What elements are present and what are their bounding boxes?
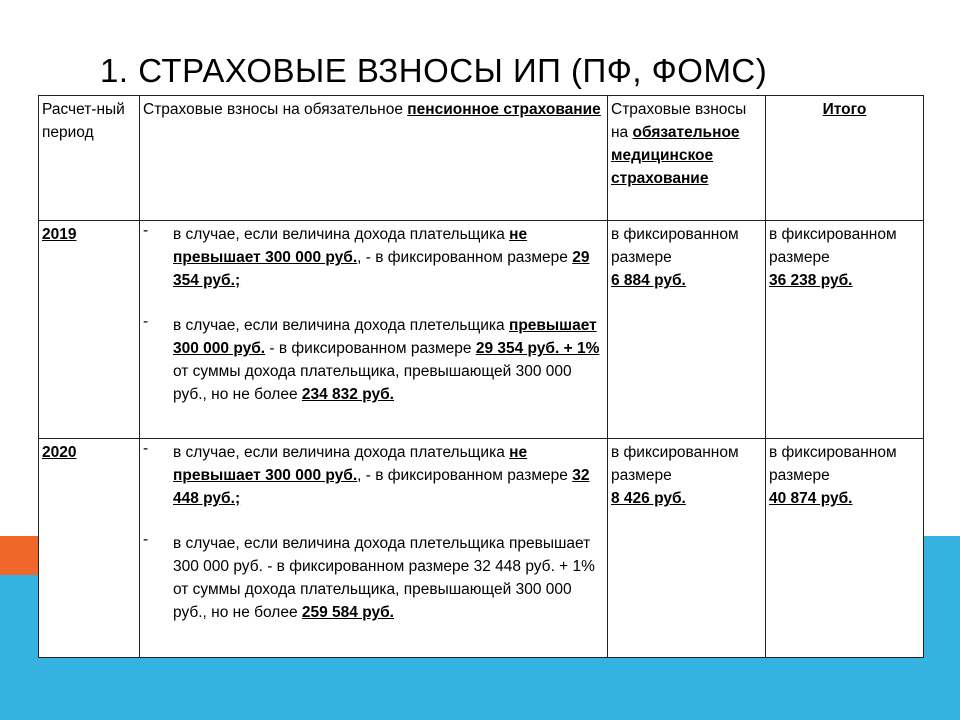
header-period: Расчет-ный период <box>39 96 140 221</box>
cell-year: 2019 <box>39 221 140 439</box>
decor-blue-band <box>0 656 960 720</box>
pension-case-exceeds: - в случае, если величина дохода плетельщика превышает 300 000 руб. - в фиксированном размере 29 354 руб. + 1% от суммы дохода плательщика, превышающей 300 000 руб., но не более 234 832 руб. <box>143 313 600 403</box>
header-pension: Страховые взносы на обязательное пенсионное страхование <box>140 96 608 221</box>
table-header-row <box>39 96 924 221</box>
pension-case-not-exceeds: - в случае, если величина дохода плательщика не превышает 300 000 руб., - в фиксированном размере 29 354 руб.; <box>143 222 590 289</box>
cell-year: 2020 <box>39 439 140 658</box>
pension-case-not-exceeds: - в случае, если величина дохода плательщика не превышает 300 000 руб., - в фиксированном размере 32 448 руб.; <box>143 440 590 507</box>
pension-case-exceeds: - в случае, если величина дохода плетельщика превышает 300 000 руб. - в фиксированном размере 32 448 руб. + 1% от суммы дохода плательщика, превышающей 300 000 руб., но не более 259 584 руб. <box>143 531 595 621</box>
decor-blue-block-right <box>920 536 960 720</box>
header-total: Итого <box>766 96 924 221</box>
cell-total: в фиксированном размере 36 238 руб. <box>766 221 924 439</box>
cell-total: в фиксированном размере 40 874 руб. <box>766 439 924 658</box>
table-row-2020 <box>39 439 924 658</box>
cell-pension <box>140 439 608 658</box>
cell-medical: в фиксированном размере 8 426 руб. <box>608 439 766 658</box>
cell-pension <box>140 221 608 439</box>
table-row-2019 <box>39 221 924 439</box>
slide-title: 1. СТРАХОВЫЕ ВЗНОСЫ ИП (ПФ, ФОМС) <box>100 52 768 89</box>
contributions-table <box>38 95 924 658</box>
cell-medical: в фиксированном размере 6 884 руб. <box>608 221 766 439</box>
header-medical: Страховые взносы на обязательное медицинское страхование <box>608 96 766 221</box>
